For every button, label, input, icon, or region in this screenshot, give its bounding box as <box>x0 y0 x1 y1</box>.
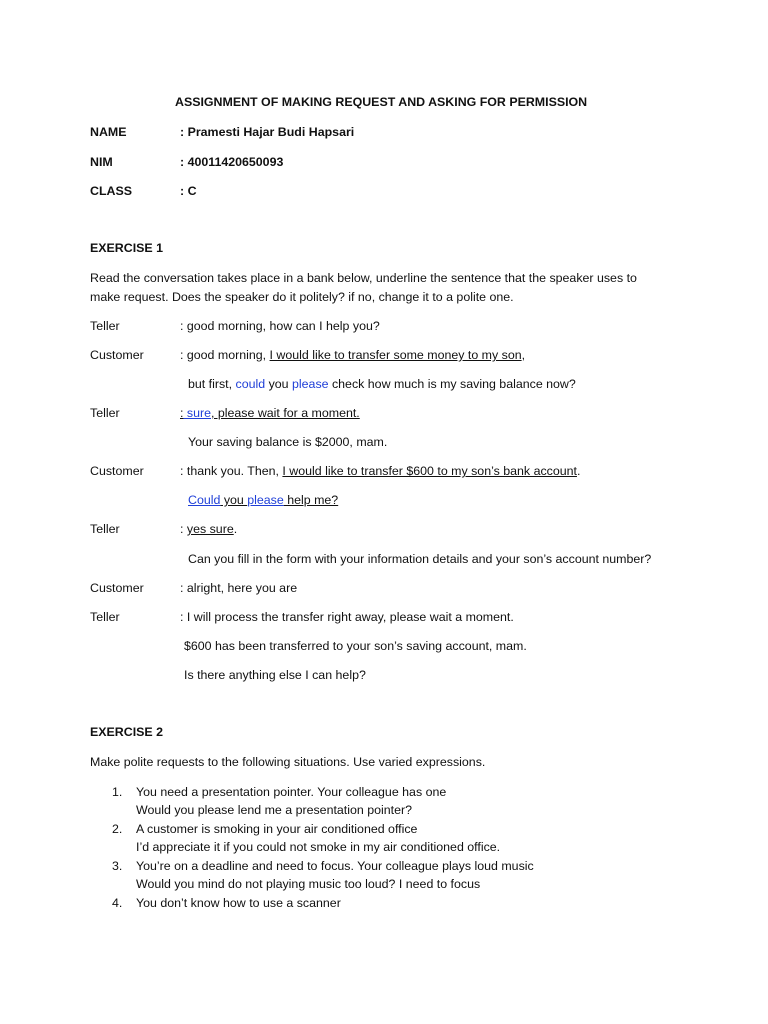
dialogue-line: : I will process the transfer right away, please wait a moment. <box>180 610 514 624</box>
dialogue-line <box>180 406 360 420</box>
list-number: 3. <box>112 859 123 873</box>
underlined-request: I would like to transfer some money to my son <box>269 348 522 362</box>
class-label: CLASS <box>90 184 132 198</box>
underlined-request: I would like to transfer $600 to my son’s bank account <box>282 464 577 478</box>
line-text: help me? <box>283 493 339 507</box>
dialogue-line <box>180 464 580 478</box>
dialogue-line: Your saving balance is $2000, mam. <box>188 435 388 449</box>
underlined-request: yes sure <box>186 522 234 536</box>
page-title: ASSIGNMENT OF MAKING REQUEST AND ASKING FOR PERMISSION <box>175 95 588 109</box>
line-text: you <box>265 377 293 391</box>
list-item-situation: You need a presentation pointer. Your colleague has one <box>136 785 447 799</box>
line-text: , <box>521 348 526 362</box>
exercise1-instruction-line1: Read the conversation takes place in a bank below, underline the sentence that the speaker uses to <box>90 271 637 285</box>
exercise2-heading: EXERCISE 2 <box>90 725 163 739</box>
dialogue-line: : alright, here you are <box>180 581 298 595</box>
highlighted-word: could <box>235 377 266 391</box>
speaker-customer: Customer <box>90 348 144 362</box>
list-item-situation: You’re on a deadline and need to focus. Your colleague plays loud music <box>136 859 534 873</box>
line-text: but first, <box>188 377 236 391</box>
name-label: NAME <box>90 125 127 139</box>
highlighted-word: sure <box>183 406 211 420</box>
list-number: 2. <box>112 822 123 836</box>
dialogue-line: : good morning, how can I help you? <box>180 319 380 333</box>
line-text: : thank you. Then, <box>180 464 283 478</box>
list-number: 1. <box>112 785 123 799</box>
dialogue-line <box>180 348 525 362</box>
exercise1-instruction-line2: make request. Does the speaker do it politely? if no, change it to a polite one. <box>90 290 514 304</box>
line-text: . <box>233 522 238 536</box>
underlined-request: , please wait for a moment. <box>211 406 360 420</box>
highlighted-word: Could <box>188 493 221 507</box>
nim-value: : 40011420650093 <box>180 155 284 169</box>
nim-label: NIM <box>90 155 113 169</box>
speaker-teller: Teller <box>90 319 120 333</box>
dialogue-line: $600 has been transferred to your son’s saving account, mam. <box>184 639 527 653</box>
speaker-teller: Teller <box>90 522 120 536</box>
highlighted-word: please <box>292 377 329 391</box>
line-text: . <box>576 464 581 478</box>
line-text: check how much is my saving balance now? <box>328 377 576 391</box>
exercise2-instruction: Make polite requests to the following situations. Use varied expressions. <box>90 755 486 769</box>
line-text: : <box>180 406 184 420</box>
list-item-answer: I’d appreciate it if you could not smoke in my air conditioned office. <box>136 840 501 854</box>
list-item-answer: Would you please lend me a presentation pointer? <box>136 803 412 817</box>
dialogue-line: Is there anything else I can help? <box>184 668 366 682</box>
list-number: 4. <box>112 896 123 910</box>
list-item-situation: You don’t know how to use a scanner <box>136 896 341 910</box>
line-text: you <box>220 493 248 507</box>
dialogue-line: Can you fill in the form with your information details and your son’s account number? <box>188 552 652 566</box>
dialogue-line <box>188 377 576 391</box>
speaker-teller: Teller <box>90 406 120 420</box>
list-item-answer: Would you mind do not playing music too loud? I need to focus <box>136 877 481 891</box>
dialogue-line <box>188 493 338 507</box>
line-text: : good morning, <box>180 348 270 362</box>
speaker-customer: Customer <box>90 464 144 478</box>
list-item-situation: A customer is smoking in your air conditioned office <box>136 822 418 836</box>
name-value: : Pramesti Hajar Budi Hapsari <box>180 125 355 139</box>
exercise1-heading: EXERCISE 1 <box>90 241 163 255</box>
highlighted-word: please <box>247 493 284 507</box>
class-value: : C <box>180 184 197 198</box>
speaker-teller: Teller <box>90 610 120 624</box>
speaker-customer: Customer <box>90 581 144 595</box>
dialogue-line <box>180 522 237 536</box>
line-text: : <box>180 522 187 536</box>
